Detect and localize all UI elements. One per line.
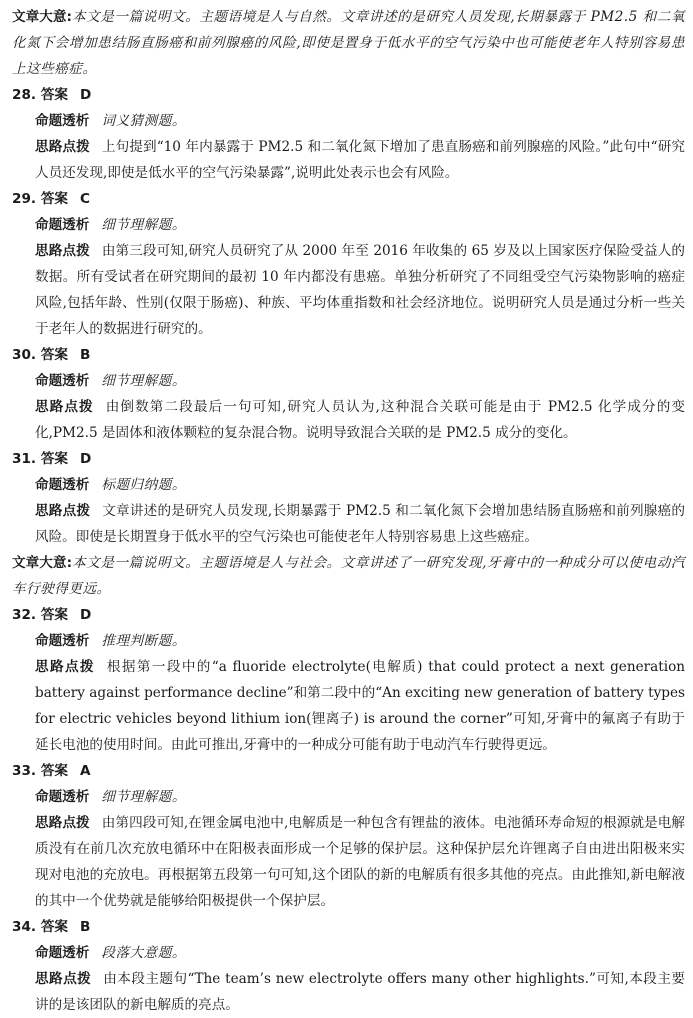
- question-number: 34. 答案: [12, 919, 69, 935]
- question-type: 细节理解题。: [101, 789, 186, 805]
- hint-label: 思路点拨: [35, 243, 90, 259]
- explanation-text: 由第三段可知,研究人员研究了从 2000 年至 2016 年收集的 65 岁及以上国家医疗保险受益人的数据。所有受试者在研究期间的最初 10 年内都没有患癌。单独分析研究了不同组受空气污染物影响的癌症风险,包括年龄、性别(仅限于肠癌)、种族、平均体重指数和社会经济地位。说明研究人员是通过分析一些关于老年人的数据进行研究的。: [35, 243, 686, 337]
- question-type-row: [12, 940, 685, 966]
- question-number: 29. 答案: [12, 191, 69, 207]
- type-label: 命题透析: [35, 477, 90, 493]
- type-label: 命题透析: [35, 217, 90, 233]
- explanation-row: [12, 498, 685, 550]
- answer-letter: A: [80, 763, 91, 779]
- answer-line: [12, 446, 685, 472]
- question-33: [12, 758, 685, 914]
- question-type: 细节理解题。: [101, 217, 186, 233]
- explanation-row: [12, 394, 685, 446]
- passage-summary-1: [12, 4, 685, 82]
- type-label: 命题透析: [35, 113, 90, 129]
- answer-line: [12, 914, 685, 940]
- answer-letter: B: [80, 347, 91, 363]
- explanation-row: [12, 810, 685, 914]
- answer-letter: D: [80, 607, 92, 623]
- explanation-row: [12, 134, 685, 186]
- question-type: 细节理解题。: [101, 373, 186, 389]
- hint-label: 思路点拨: [35, 399, 94, 415]
- summary-label: 文章大意:: [12, 555, 73, 571]
- question-type: 推理判断题。: [101, 633, 186, 649]
- question-number: 28. 答案: [12, 87, 69, 103]
- question-type-row: [12, 784, 685, 810]
- question-31: [12, 446, 685, 550]
- answer-line: [12, 82, 685, 108]
- question-type-row: [12, 108, 685, 134]
- question-number: 33. 答案: [12, 763, 69, 779]
- question-type: 标题归纳题。: [101, 477, 186, 493]
- explanation-row: [12, 238, 685, 342]
- question-number: 31. 答案: [12, 451, 69, 467]
- explanation-row: [12, 654, 685, 758]
- answer-letter: D: [80, 451, 92, 467]
- hint-label: 思路点拨: [35, 971, 92, 987]
- question-number: 32. 答案: [12, 607, 69, 623]
- question-32: [12, 602, 685, 758]
- answer-line: [12, 602, 685, 628]
- question-29: [12, 186, 685, 342]
- answer-letter: C: [80, 191, 90, 207]
- hint-label: 思路点拨: [35, 139, 90, 155]
- answer-letter: B: [80, 919, 91, 935]
- question-type: 段落大意题。: [101, 945, 186, 961]
- question-type-row: [12, 628, 685, 654]
- explanation-text: 根据第一段中的“a fluoride electrolyte(电解质) that could protect a next generation battery against performance decline”和第二段中的“An exciting new generation of battery types for electric vehicles beyond lithium ion(锂离子) is around the corner”可知,牙膏中的氟离子有助于延长电池的使用时间。由此可推出,牙膏中的一种成分可能有助于电动汽车行驶得更远。: [35, 659, 686, 753]
- answer-line: [12, 186, 685, 212]
- question-type-row: [12, 212, 685, 238]
- question-30: [12, 342, 685, 446]
- question-type: 词义猜测题。: [101, 113, 186, 129]
- question-type-row: [12, 472, 685, 498]
- answer-line: [12, 342, 685, 368]
- explanation-text: 文章讲述的是研究人员发现,长期暴露于 PM2.5 和二氧化氮下会增加患结肠直肠癌和前列腺癌的风险。即使是长期置身于低水平的空气污染也可能使老年人特别容易患上这些癌症。: [35, 503, 685, 545]
- explanation-text: 由第四段可知,在锂金属电池中,电解质是一种包含有锂盐的液体。电池循环寿命短的根源就是电解质没有在前几次充放电循环中在阳极表面形成一个足够的保护层。这种保护层允许锂离子自由进出阳极来实现对电池的充放电。再根据第五段第一句可知,这个团队的新的电解质有很多其他的亮点。由此推知,新电解液的其中一个优势就是能够给阳极提供一个保护层。: [35, 815, 686, 909]
- explanation-text: 由本段主题句“The team’s new electrolyte offers many other highlights.”可知,本段主要讲的是该团队的新电解质的亮点。: [35, 971, 686, 1013]
- hint-label: 思路点拨: [35, 815, 90, 831]
- hint-label: 思路点拨: [35, 503, 91, 519]
- type-label: 命题透析: [35, 945, 90, 961]
- summary-text: 本文是一篇说明文。主题语境是人与自然。文章讲述的是研究人员发现,长期暴露于 PM2.5 和二氧化氮下会增加患结肠直肠癌和前列腺癌的风险,即使是置身于低水平的空气污染中也可能使老年人特别容易患上这些癌症。: [12, 9, 685, 77]
- explanation-text: 上句提到“10 年内暴露于 PM2.5 和二氧化氮下增加了患直肠癌和前列腺癌的风险。”此句中“研究人员还发现,即使是低水平的空气污染暴露”,说明此处表示也会有风险。: [35, 139, 685, 181]
- explanation-row: [12, 966, 685, 1018]
- hint-label: 思路点拨: [35, 659, 95, 675]
- summary-label: 文章大意:: [12, 9, 72, 25]
- question-number: 30. 答案: [12, 347, 69, 363]
- question-28: [12, 82, 685, 186]
- type-label: 命题透析: [35, 373, 90, 389]
- question-type-row: [12, 368, 685, 394]
- passage-summary-2: [12, 550, 685, 602]
- type-label: 命题透析: [35, 633, 90, 649]
- type-label: 命题透析: [35, 789, 90, 805]
- answer-line: [12, 758, 685, 784]
- question-34: [12, 914, 685, 1018]
- answer-letter: D: [80, 87, 92, 103]
- summary-text: 本文是一篇说明文。主题语境是人与社会。文章讲述了一研究发现,牙膏中的一种成分可以使电动汽车行驶得更远。: [12, 555, 685, 597]
- explanation-text: 由倒数第二段最后一句可知,研究人员认为,这种混合关联可能是由于 PM2.5 化学成分的变化,PM2.5 是固体和液体颗粒的复杂混合物。说明导致混合关联的是 PM2.5 成分的变化。: [35, 399, 686, 441]
